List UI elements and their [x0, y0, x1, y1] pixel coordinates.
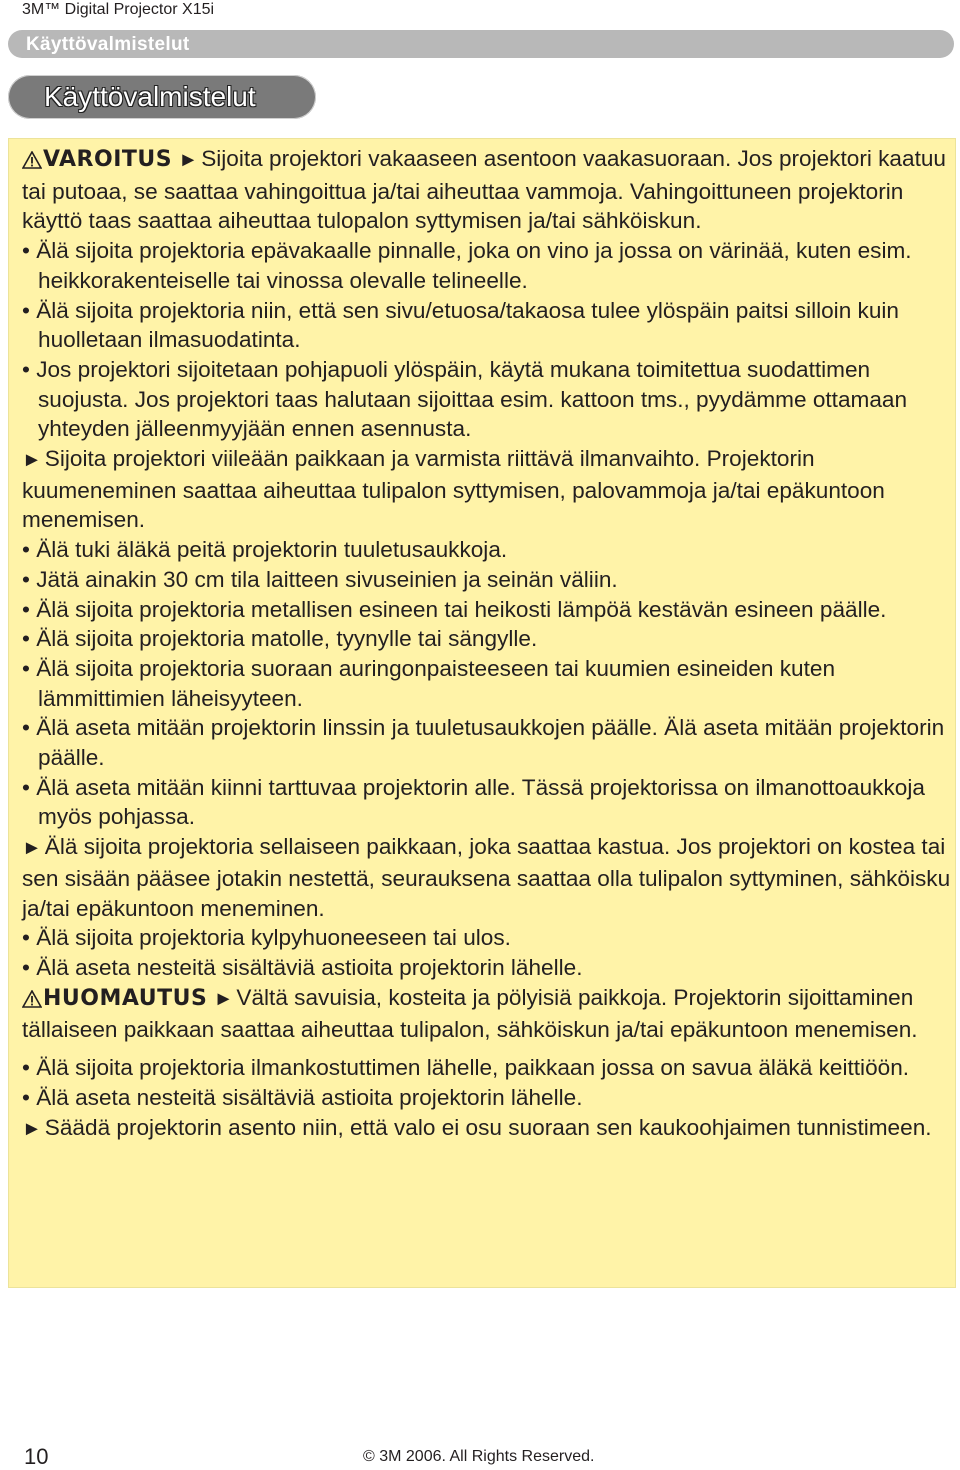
warning-triangle-icon — [22, 986, 42, 1016]
play-arrow-icon: ► — [22, 837, 42, 860]
list-item: • Älä sijoita projektoria epävakaalle pinnalle, joka on vino ja jossa on värinää, kuten esim. heikkorakenteiselle tai vinossa olevalle telineelle. — [22, 236, 952, 295]
section-header-bar — [8, 30, 954, 58]
warning-triangle-icon — [22, 147, 42, 177]
list-item: • Jos projektori sijoitetaan pohjapuoli ylöspäin, käytä mukana toimitettua suodattimen suojusta. Jos projektori taas halutaan sijoittaa esim. kattoon tms., pyydämme ottamaan yhteyden jälleenmyyjään ennen asennusta. — [22, 355, 952, 444]
page-number: 10 — [24, 1444, 49, 1469]
play-arrow-icon: ► — [178, 149, 199, 171]
play-arrow-icon: ► — [213, 987, 234, 1010]
list-item: • Älä sijoita projektoria niin, että sen sivu/etuosa/takaosa tulee ylöspäin paitsi silloin kuin huolletaan ilmasuodatinta. — [22, 296, 952, 355]
list-item: • Älä aseta nesteitä sisältäviä astioita projektorin lähelle. — [22, 1083, 952, 1113]
page-title: Käyttövalmistelut — [44, 81, 256, 112]
play-arrow-icon: ► — [22, 449, 42, 472]
caution-keyword: HUOMAUTUS — [43, 985, 208, 1011]
list-item: • Älä sijoita projektoria suoraan auringonpaisteeseen tai kuumien esineiden kuten lämmittimien läheisyyteen. — [22, 654, 952, 713]
document-header: 3M™ Digital Projector X15i — [22, 1, 215, 18]
list-item: • Älä aseta mitään projektorin linssin ja tuuletusaukkojen päälle. Älä aseta mitään projektorin päälle. — [22, 713, 952, 772]
play-arrow-icon: ► — [22, 1117, 42, 1140]
caution-paragraph-2 — [22, 1113, 952, 1145]
warning-paragraph-1-text: Sijoita projektori vakaaseen asentoon vaakasuoraan. Jos projektori kaatuu tai putoaa, se saattaa vahingoittua ja/tai aiheuttaa vammoja. Vahingoittuneen projektorin käyttö taas saattaa aiheuttaa tulopalon syttymisen ja/tai sähköiskun. — [22, 146, 946, 234]
list-item: • Älä aseta mitään kiinni tarttuvaa projektorin alle. Tässä projektorissa on ilmanottoaukkoja myös pohjassa. — [22, 773, 952, 832]
list-item: • Älä aseta nesteitä sisältäviä astioita projektorin lähelle. — [22, 953, 952, 983]
list-item: • Älä sijoita projektoria kylpyhuoneeseen tai ulos. — [22, 923, 952, 953]
warning-paragraph-3 — [22, 832, 952, 923]
copyright-notice: © 3M 2006. All Rights Reserved. — [363, 1448, 595, 1465]
section-header-label: Käyttövalmistelut — [26, 34, 190, 55]
list-item: • Jätä ainakin 30 cm tila laitteen sivuseinien ja seinän väliin. — [22, 565, 952, 595]
warning-keyword: VAROITUS — [43, 147, 173, 172]
warning-paragraph-1 — [22, 144, 952, 236]
caution-paragraph-2-text: Säädä projektorin asento niin, että valo ei osu suoraan sen kaukoohjaimen tunnistimeen. — [44, 1114, 932, 1140]
warning-paragraph-2-text: Sijoita projektori viileään paikkaan ja varmista riittävä ilmanvaihto. Projektorin kuumeneminen saattaa aiheuttaa tulipalon syttymisen, palovammoja ja/tai epäkuntoon menemisen. — [22, 446, 885, 533]
warning-paragraph-2 — [22, 444, 952, 535]
list-item: • Älä tuki äläkä peitä projektorin tuuletusaukkoja. — [22, 535, 952, 565]
caution-paragraph-1 — [22, 983, 952, 1045]
warning-content — [22, 144, 952, 1144]
list-item: • Älä sijoita projektoria ilmankostuttimen lähelle, paikkaan jossa on savua äläkä keittiöön. — [22, 1053, 952, 1083]
page-title-pill — [8, 75, 316, 119]
warning-paragraph-3-text: Älä sijoita projektoria sellaiseen paikkaan, joka saattaa kastua. Jos projektori on kostea tai sen sisään pääsee jotakin nestettä, seurauksena saattaa olla tulipalon syttyminen, sähköisku ja/tai epäkuntoon meneminen. — [22, 834, 951, 921]
list-item: • Älä sijoita projektoria matolle, tyynylle tai sängylle. — [22, 624, 952, 654]
list-item: • Älä sijoita projektoria metallisen esineen tai heikosti lämpöä kestävän esineen päälle. — [22, 595, 952, 625]
caution-paragraph-1-text: Vältä savuisia, kosteita ja pölyisiä paikkoja. Projektorin sijoittaminen tällaiseen paikkaan saattaa aiheuttaa tulipalon, sähköiskun ja/tai epäkuntoon menemisen. — [22, 984, 918, 1043]
